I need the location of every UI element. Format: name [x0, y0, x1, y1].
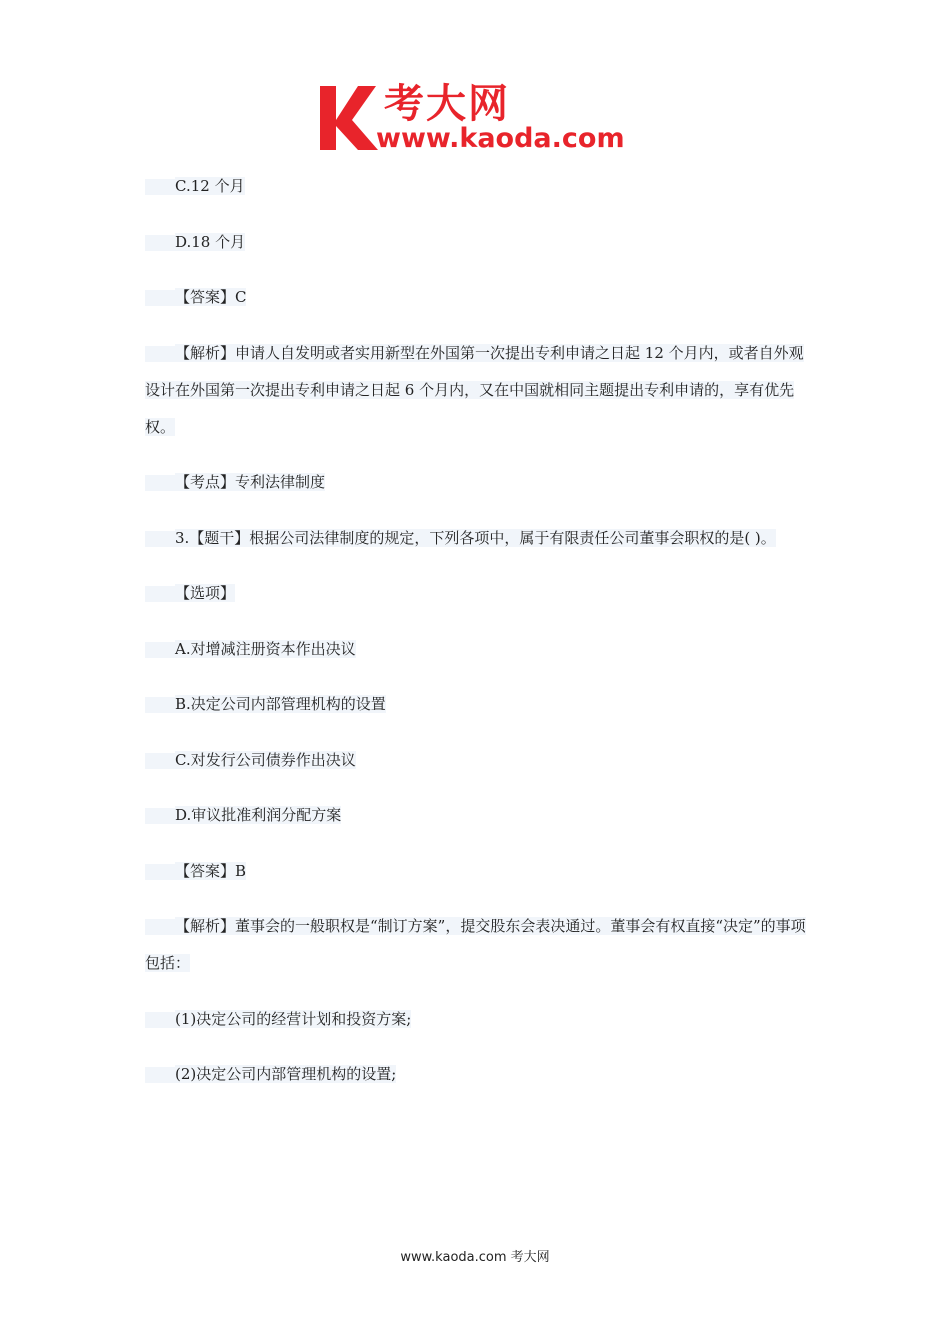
option-d-18-months: D.18 个月: [145, 224, 810, 261]
option-c-12-months: C.12 个月: [145, 168, 810, 205]
logo-url-text: www.kaoda.com: [376, 123, 625, 154]
list-item-2: (2)决定公司内部管理机构的设置;: [145, 1056, 810, 1093]
explanation-q3: 【解析】董事会的一般职权是“制订方案”，提交股东会表决通过。董事会有权直接“决定”的事项包括：: [145, 917, 806, 972]
option-d: D.审议批准利润分配方案: [145, 797, 810, 834]
list-item-1: (1)决定公司的经营计划和投资方案;: [145, 1001, 810, 1038]
document-body: [145, 168, 810, 1112]
answer-q3: 【答案】B: [145, 853, 810, 890]
answer-q2: 【答案】C: [145, 279, 810, 316]
option-b: B.决定公司内部管理机构的设置: [145, 686, 810, 723]
explanation-q2: 【解析】申请人自发明或者实用新型在外国第一次提出专利申请之日起 12 个月内，或者自外观设计在外国第一次提出专利申请之日起 6 个月内，又在中国就相同主题提出专利申请的，享有优先权。: [145, 343, 804, 436]
question-3-stem: 3.【题干】根据公司法律制度的规定，下列各项中，属于有限责任公司董事会职权的是( )。: [145, 520, 810, 557]
option-c: C.对发行公司债券作出决议: [145, 742, 810, 779]
options-heading: 【选项】: [145, 575, 810, 612]
topic-q2: 【考点】专利法律制度: [145, 464, 810, 501]
page-footer: www.kaoda.com 考大网: [400, 1250, 550, 1265]
option-a: A.对增减注册资本作出决议: [145, 631, 810, 668]
logo-brand-text: 考大网: [384, 81, 510, 127]
kaoda-logo: [318, 80, 638, 160]
